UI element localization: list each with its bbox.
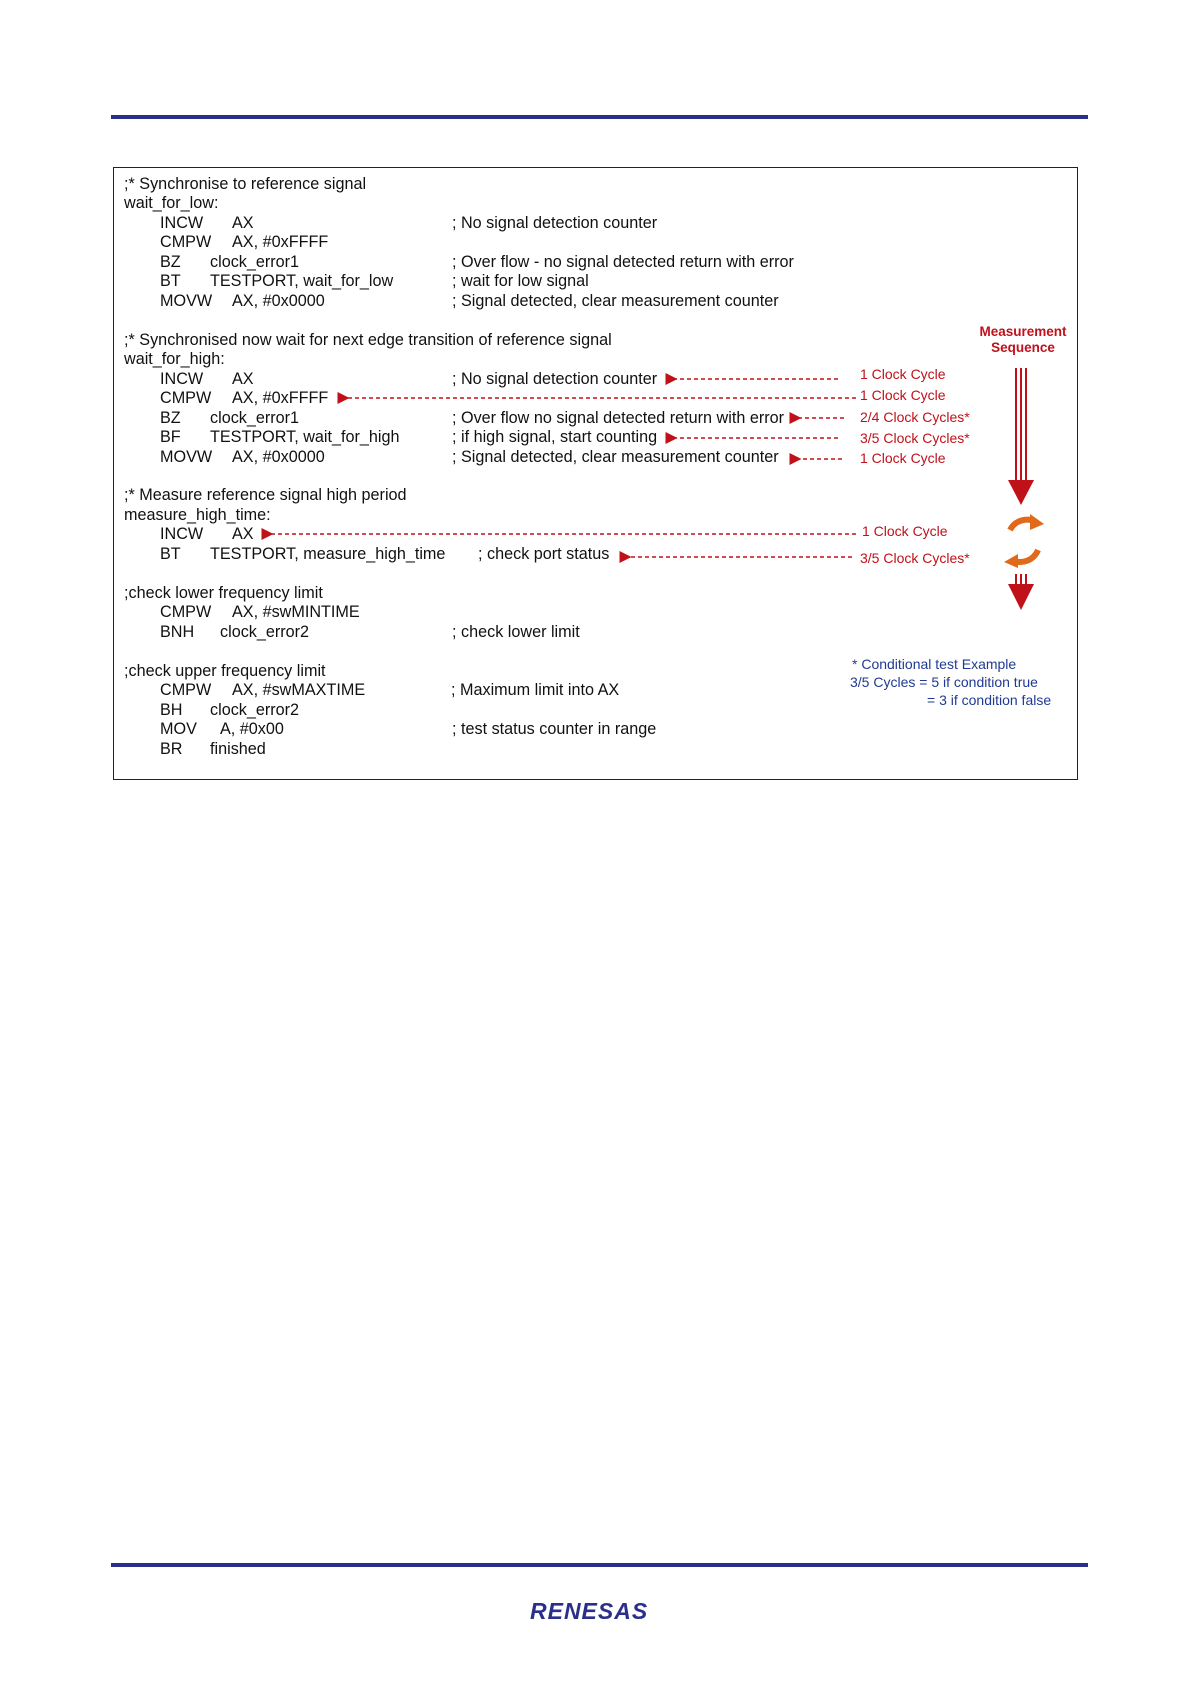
code-op-measure-label: measure_high_time:: [124, 506, 271, 524]
code-comment-l5: ; Signal detected, clear measurement counter: [452, 292, 779, 310]
loop-icon-arrowhead-1: [1030, 514, 1044, 530]
code-comment-u3: ; test status counter in range: [452, 720, 657, 738]
code-op-sync-comment: ;* Synchronise to reference signal: [124, 175, 367, 193]
code-arg-m1: AX: [232, 525, 254, 543]
code-arg-u1: AX, #swMAXTIME: [232, 681, 366, 699]
code-op-wait-for-low-label: wait_for_low:: [124, 194, 219, 212]
code-op-measure-comment: ;* Measure reference signal high period: [124, 486, 407, 504]
note-line-3: = 3 if condition false: [927, 692, 1052, 708]
code-op-l5: MOVW: [160, 292, 213, 310]
code-comment-h3: ; Over flow no signal detected return with error: [452, 409, 784, 427]
code-arg-u3: A, #0x00: [220, 720, 284, 738]
code-op-c2: BNH: [160, 623, 195, 641]
cycle-label-bt: 3/5 Clock Cycles*: [860, 550, 970, 566]
code-comment-u1: ; Maximum limit into AX: [451, 681, 620, 699]
code-arg-h1: AX: [232, 370, 254, 388]
code-op-u1: CMPW: [160, 681, 212, 699]
cycle-label-cmpw: 1 Clock Cycle: [860, 387, 946, 403]
code-arg-u2: clock_error2: [210, 701, 300, 719]
cycle-label-incw-1: 1 Clock Cycle: [860, 366, 946, 382]
code-arg-l4: TESTPORT, wait_for_low: [210, 272, 394, 290]
code-comment-c2: ; check lower limit: [452, 623, 580, 641]
sequence-arrow-upper: [1008, 368, 1034, 505]
note-line-1: * Conditional test Example: [852, 656, 1017, 672]
code-op-u3: MOV: [160, 720, 197, 738]
code-arg-c2: clock_error2: [220, 623, 310, 641]
footer-rule: [111, 1563, 1088, 1567]
code-comment-l3: ; Over flow - no signal detected return with error: [452, 253, 794, 271]
code-op-wait-for-high-label: wait_for_high:: [124, 350, 225, 368]
code-comment-h1: ; No signal detection counter: [452, 370, 658, 388]
code-op-lower-comment: ;check lower frequency limit: [124, 584, 323, 602]
code-op-l2: CMPW: [160, 233, 212, 251]
code-arg-h2: AX, #0xFFFF: [232, 389, 329, 407]
cycle-label-movw: 1 Clock Cycle: [860, 450, 946, 466]
measurement-sequence-label: Measurement Sequence: [979, 324, 1067, 355]
code-op-h3: BZ: [160, 409, 181, 427]
code-arg-l5: AX, #0x0000: [232, 292, 325, 310]
code-arg-h4: TESTPORT, wait_for_high: [210, 428, 400, 446]
code-op-sync-now-comment: ;* Synchronised now wait for next edge transition of reference signal: [124, 331, 612, 349]
sequence-arrow-lower: [1008, 574, 1034, 610]
cycle-label-bf: 3/5 Clock Cycles*: [860, 430, 970, 446]
renesas-logo: RENESAS: [530, 1598, 649, 1624]
code-op-l1: INCW: [160, 214, 204, 232]
loop-icon-arrowhead-2: [1004, 554, 1018, 568]
code-arg-m2: TESTPORT, measure_high_time: [210, 545, 446, 563]
code-op-u2: BH: [160, 701, 183, 719]
code-arg-h3: clock_error1: [210, 409, 300, 427]
code-op-h5: MOVW: [160, 448, 213, 466]
code-arg-l1: AX: [232, 214, 254, 232]
code-op-upper-comment: ;check upper frequency limit: [124, 662, 326, 680]
code-arg-u4: finished: [210, 740, 266, 758]
code-op-l4: BT: [160, 272, 181, 290]
code-op-c1: CMPW: [160, 603, 212, 621]
code-comment-h5: ; Signal detected, clear measurement counter: [452, 448, 779, 466]
code-arg-l3: clock_error1: [210, 253, 300, 271]
code-op-m2: BT: [160, 545, 181, 563]
code-op-h4: BF: [160, 428, 181, 446]
code-comment-l1: ; No signal detection counter: [452, 214, 658, 232]
code-op-h1: INCW: [160, 370, 204, 388]
code-op-m1: INCW: [160, 525, 204, 543]
cycle-label-incw-2: 1 Clock Cycle: [862, 523, 948, 539]
code-comment-l4: ; wait for low signal: [452, 272, 589, 290]
code-arg-c1: AX, #swMINTIME: [232, 603, 360, 621]
code-op-u4: BR: [160, 740, 183, 758]
cycle-label-bz: 2/4 Clock Cycles*: [860, 409, 970, 425]
code-comment-m2: ; check port status: [478, 545, 610, 563]
code-comment-h4: ; if high signal, start counting: [452, 428, 658, 446]
code-arg-l2: AX, #0xFFFF: [232, 233, 329, 251]
code-op-h2: CMPW: [160, 389, 212, 407]
code-op-l3: BZ: [160, 253, 181, 271]
note-line-2: 3/5 Cycles = 5 if condition true: [850, 674, 1038, 690]
code-arg-h5: AX, #0x0000: [232, 448, 325, 466]
